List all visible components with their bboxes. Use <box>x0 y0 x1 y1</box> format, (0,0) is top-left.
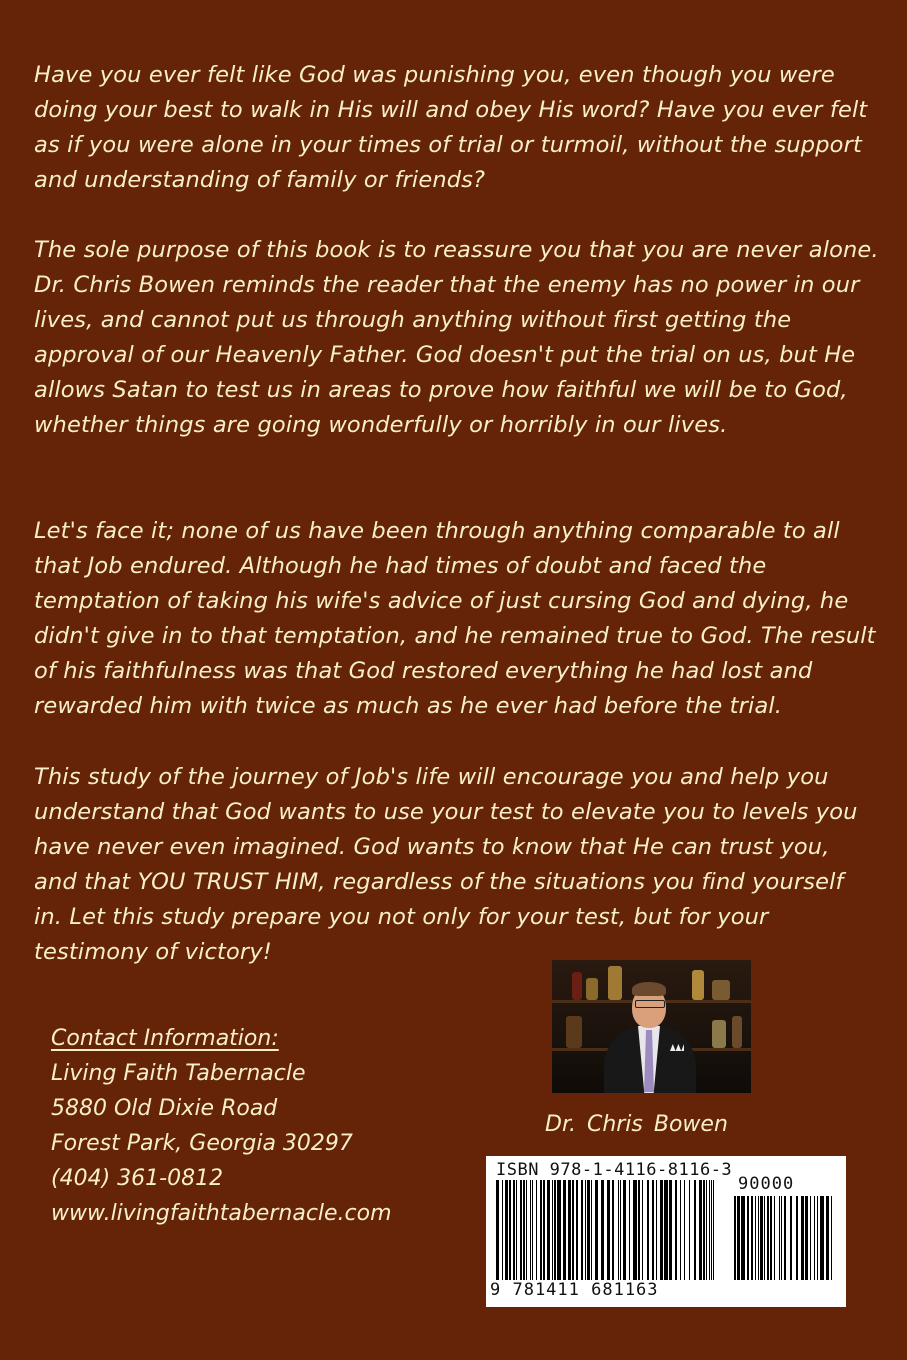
contact-organization: Living Faith Tabernacle <box>51 1061 306 1086</box>
back-cover-paragraph: This study of the journey of Job's life will encourage you and help you understand that God wants to use your test to elevate you to levels you have never even imagined. God wants to know that He can trust you, and that YOU TRUST HIM, regardless of the situations you find yourself in. Let this study prepare you not only for your test, but for your testimony of victory! <box>34 764 858 965</box>
contact-heading: Contact Information: <box>51 1026 279 1051</box>
barcode-digits: 9 781411 681163 <box>490 1280 659 1300</box>
contact-city-state-zip: Forest Park, Georgia 30297 <box>51 1131 353 1156</box>
contact-street: 5880 Old Dixie Road <box>51 1096 278 1121</box>
addon-barcode-bars <box>734 1196 834 1280</box>
author-caption: Dr. Chris Bowen <box>545 1112 728 1137</box>
contact-information-block <box>51 1021 392 1231</box>
isbn-label: ISBN 978-1-4116-8116-3 <box>496 1160 733 1180</box>
addon-digits: 90000 <box>738 1174 795 1194</box>
ean13-barcode-bars <box>496 1180 714 1280</box>
contact-phone: (404) 361-0812 <box>51 1166 224 1191</box>
contact-website: www.livingfaithtabernacle.com <box>51 1201 392 1226</box>
isbn-barcode <box>486 1156 846 1307</box>
back-cover-paragraph: The sole purpose of this book is to reassure you that you are never alone. Dr. Chris Bowen reminds the reader that the enemy has no power in our lives, and cannot put us through anything without first getting the approval of our Heavenly Father. God doesn't put the trial on us, but He allows Satan to test us in areas to prove how faithful we will be to God, whether things are going wonderfully or horribly in our lives. <box>34 237 879 438</box>
back-cover-paragraph: Let's face it; none of us have been through anything comparable to all that Job endured. Although he had times of doubt and faced the temptation of taking his wife's advice of just cursing God and dying, he didn't give in to that temptation, and he remained true to God. The result of his faithfulness was that God restored everything he had lost and rewarded him with twice as much as he ever had before the trial. <box>34 518 876 719</box>
back-cover-paragraph: Have you ever felt like God was punishing you, even though you were doing your best to walk in His will and obey His word? Have you ever felt as if you were alone in your times of trial or turmoil, without the support and understanding of family or friends? <box>34 62 868 193</box>
author-photo <box>552 960 751 1093</box>
